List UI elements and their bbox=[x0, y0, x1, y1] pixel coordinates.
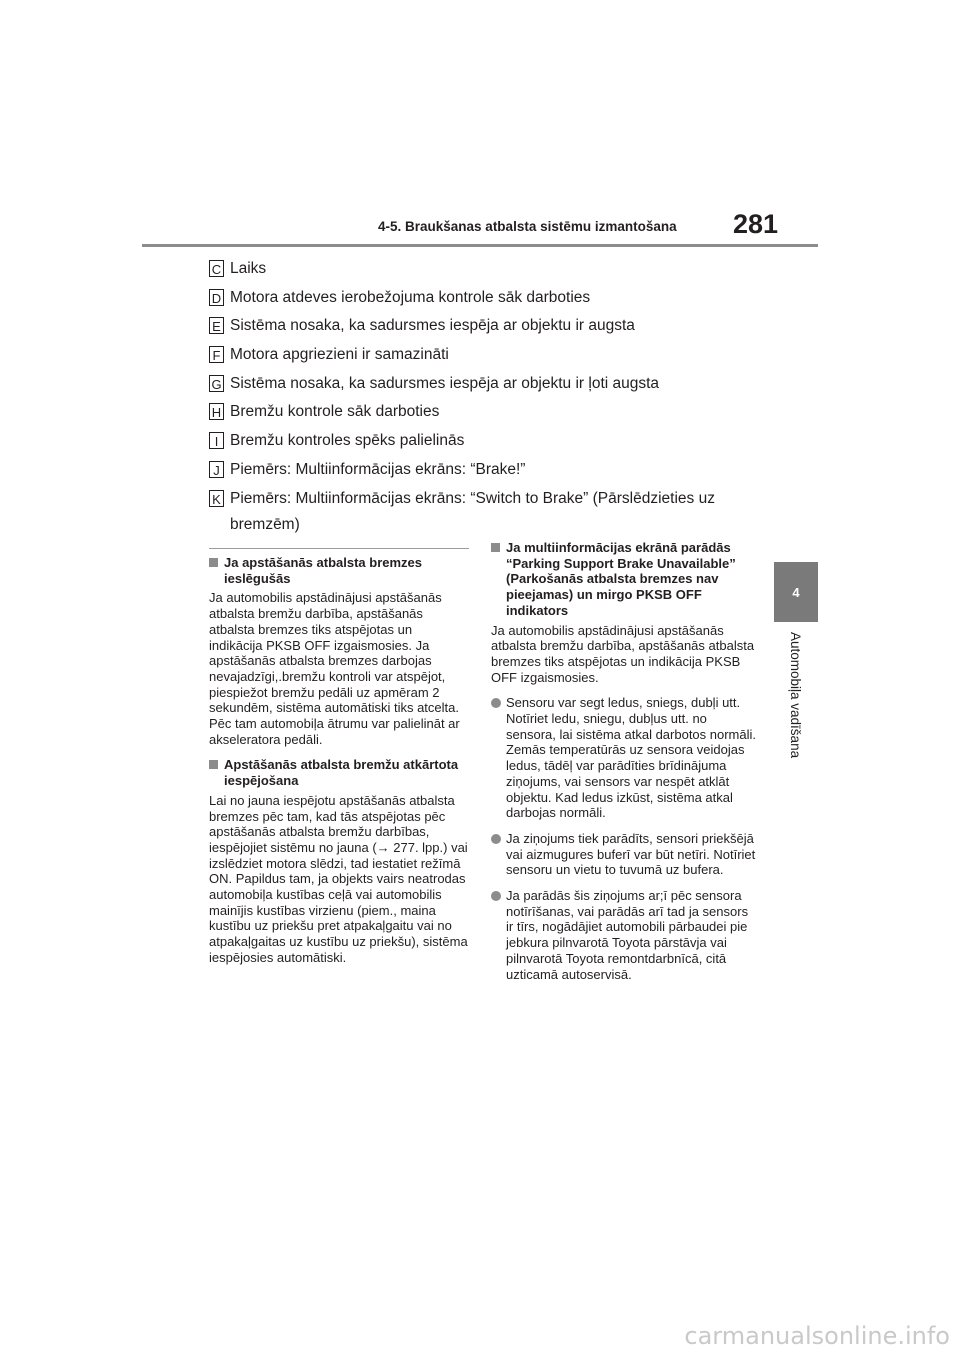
column-divider bbox=[209, 548, 469, 549]
section-heading bbox=[491, 540, 757, 619]
right-column bbox=[491, 540, 757, 992]
legend-text: Bremžu kontroles spēks palielinās bbox=[230, 432, 465, 450]
legend-item bbox=[209, 486, 769, 538]
bullet-text: Sensoru var segt ledus, sniegs, dubļi utt. Notīriet ledu, sniegu, dubļus utt. no sensora, lai sistēma atkal darbotos normāli. Zemās temperatūrās uz sensora veidojas ledus, tādēļ var parādīties brīdinājuma ziņojums, vai sensors var nespēt atklāt objektu. Kad ledus izkūst, sistēma atkal darbojas normāli. bbox=[506, 695, 757, 821]
legend-letter-box: C bbox=[209, 260, 224, 277]
bullet-item bbox=[491, 695, 757, 821]
circle-bullet-icon bbox=[491, 891, 501, 901]
section-heading bbox=[209, 555, 469, 586]
section-body: Ja automobilis apstādinājusi apstāšanās atbalsta bremžu darbība, apstāšanās atbalsta bremzes tiks atspējotas un indikācija PKSB OFF izgaismosies. Ja apstāšanās atbalsta bremzes darbojas nevajadzīgi,.bremžu kontroli var atspējot, piespiežot bremžu pedāli uz apmēram 2 sekundēm, sistēma automātiski tiks atcelta. Pēc tam automobiļa ātrumu var palielināt ar akseleratora pedāli. bbox=[209, 590, 460, 747]
square-bullet-icon bbox=[209, 558, 218, 567]
section-heading bbox=[209, 757, 469, 788]
square-bullet-icon bbox=[209, 760, 218, 769]
header-divider bbox=[142, 244, 818, 247]
section-title: 4-5. Braukšanas atbalsta sistēmu izmantošana bbox=[378, 219, 677, 234]
legend-item bbox=[209, 342, 769, 368]
legend-letter-box: I bbox=[209, 432, 224, 449]
legend-text: Sistēma nosaka, ka sadursmes iespēja ar objektu ir augsta bbox=[230, 317, 635, 335]
legend-letter-box: F bbox=[209, 346, 224, 363]
legend-text: Bremžu kontrole sāk darboties bbox=[230, 403, 440, 421]
left-column bbox=[209, 548, 469, 976]
section-heading-text: Apstāšanās atbalsta bremžu atkārtota iespējošana bbox=[224, 757, 459, 789]
legend-text: Laiks bbox=[230, 260, 267, 277]
bullet-text: Ja parādās šis ziņojums ar;ī pēc sensora notīrīšanas, vai parādās arī tad ja sensors ir tīrs, nogādājiet automobili pārbaudei pie jebkura pilnvarotā Toyota pārstāvja vai pilnvarotā Toyota remontdarbnīcā, citā uzticamā autoservisā. bbox=[506, 888, 749, 982]
chapter-label: Automobiļa vadīšana bbox=[788, 632, 803, 759]
square-bullet-icon bbox=[491, 543, 500, 552]
legend-text: Motora apgriezieni ir samazināti bbox=[230, 346, 449, 364]
legend-item bbox=[209, 371, 769, 397]
legend-letter-box: D bbox=[209, 289, 224, 306]
legend-letter-box: J bbox=[209, 461, 224, 478]
circle-bullet-icon bbox=[491, 834, 501, 844]
watermark: carmanualsonline.info bbox=[684, 1322, 950, 1350]
legend-list bbox=[209, 256, 769, 540]
chapter-tab bbox=[774, 562, 818, 622]
legend-letter-box: K bbox=[209, 490, 224, 507]
section-heading-text: Ja apstāšanās atbalsta bremzes ieslēgušās bbox=[224, 555, 422, 586]
legend-item bbox=[209, 428, 769, 454]
bullet-item bbox=[491, 831, 757, 878]
legend-item bbox=[209, 457, 769, 483]
legend-item bbox=[209, 256, 769, 282]
legend-item bbox=[209, 285, 769, 311]
legend-letter-box: G bbox=[209, 375, 224, 392]
section-heading-text: Ja multiinformācijas ekrānā parādās “Parking Support Brake Unavailable” (Parkošanās atbalsta bremzes nav pieejamas) un mirgo PKSB OFF indikators bbox=[506, 540, 736, 618]
legend-letter-box: E bbox=[209, 317, 224, 334]
legend-item bbox=[209, 399, 769, 425]
page-number: 281 bbox=[733, 209, 779, 239]
circle-bullet-icon bbox=[491, 698, 501, 708]
legend-item bbox=[209, 313, 769, 339]
section-body: Lai no jauna iespējotu apstāšanās atbalsta bremzes pēc tam, kad tās atspējotas pēc apstāšanās atbalsta bremžu darbības, iespējojiet sistēmu no jauna (→ 277. lpp.) vai izslēdziet motora slēdzi, tad iestatiet režīmā ON. Papildus tam, ja objekts vairs neatrodas automobiļa kustības ceļā vai automobilis mainījis kustības virzienu (piem., maina kustību uz priekšu pret atpakaļgaitu vai no atpakaļgaitas uz kustību uz priekšu), sistēma iespējosies automātiski. bbox=[209, 792, 468, 965]
legend-text: Sistēma nosaka, ka sadursmes iespēja ar objektu ir ļoti augsta bbox=[230, 374, 660, 392]
legend-text: Motora atdeves ierobežojuma kontrole sāk darboties bbox=[230, 288, 591, 306]
bullet-item bbox=[491, 888, 757, 982]
legend-text: Piemērs: Multiinformācijas ekrāns: “Switch to Brake” (Pārslēdzieties uz bremzēm) bbox=[230, 489, 715, 533]
legend-text: Piemērs: Multiinformācijas ekrāns: “Brake!” bbox=[230, 460, 526, 478]
chapter-number: 4 bbox=[792, 584, 800, 600]
section-body: Ja automobilis apstādinājusi apstāšanās atbalsta bremžu darbība, apstāšanās atbalsta bremzes tiks atspējotas un indikācija PKSB OFF izgaismosies. bbox=[491, 622, 755, 685]
bullet-text: Ja ziņojums tiek parādīts, sensori priekšējā vai aizmugures buferī var būt netīri. Notīriet sensoru un vietu to tuvumā uz bufera. bbox=[506, 830, 756, 878]
legend-letter-box: H bbox=[209, 403, 224, 420]
